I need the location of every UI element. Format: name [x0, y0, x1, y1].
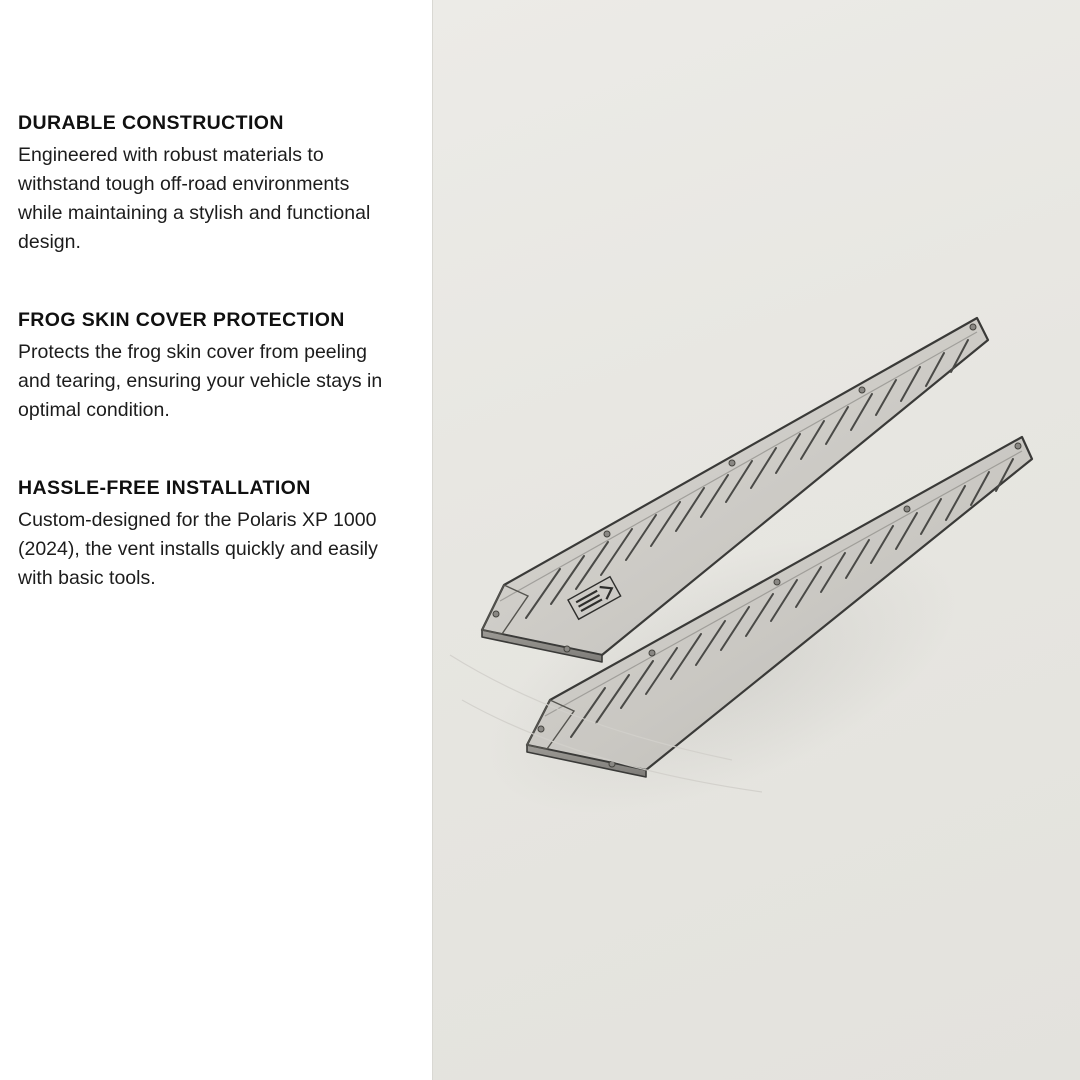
feature-title: DURABLE CONSTRUCTION: [18, 112, 284, 134]
feature-body: Protects the frog skin cover from peeling and tearing, ensuring your vehicle stays in optimal condition.: [18, 341, 383, 421]
feature-title: HASSLE-FREE INSTALLATION: [18, 476, 311, 499]
feature-block-frog-skin-cover-protection: [18, 309, 402, 425]
feature-block-hassle-free-installation: [18, 477, 402, 593]
vent-panel-illustration: [432, 0, 1080, 1080]
features-panel: [0, 0, 432, 1080]
feature-body: Engineered with robust materials to withstand tough off-road environments while maintaining a stylish and functional design.: [18, 144, 371, 253]
product-image-panel: [432, 0, 1080, 1080]
feature-body: Custom-designed for the Polaris XP 1000 (2024), the vent installs quickly and easily with basic tools.: [18, 509, 378, 589]
feature-block-durable-construction: [18, 112, 402, 257]
feature-title: FROG SKIN COVER PROTECTION: [18, 308, 345, 331]
